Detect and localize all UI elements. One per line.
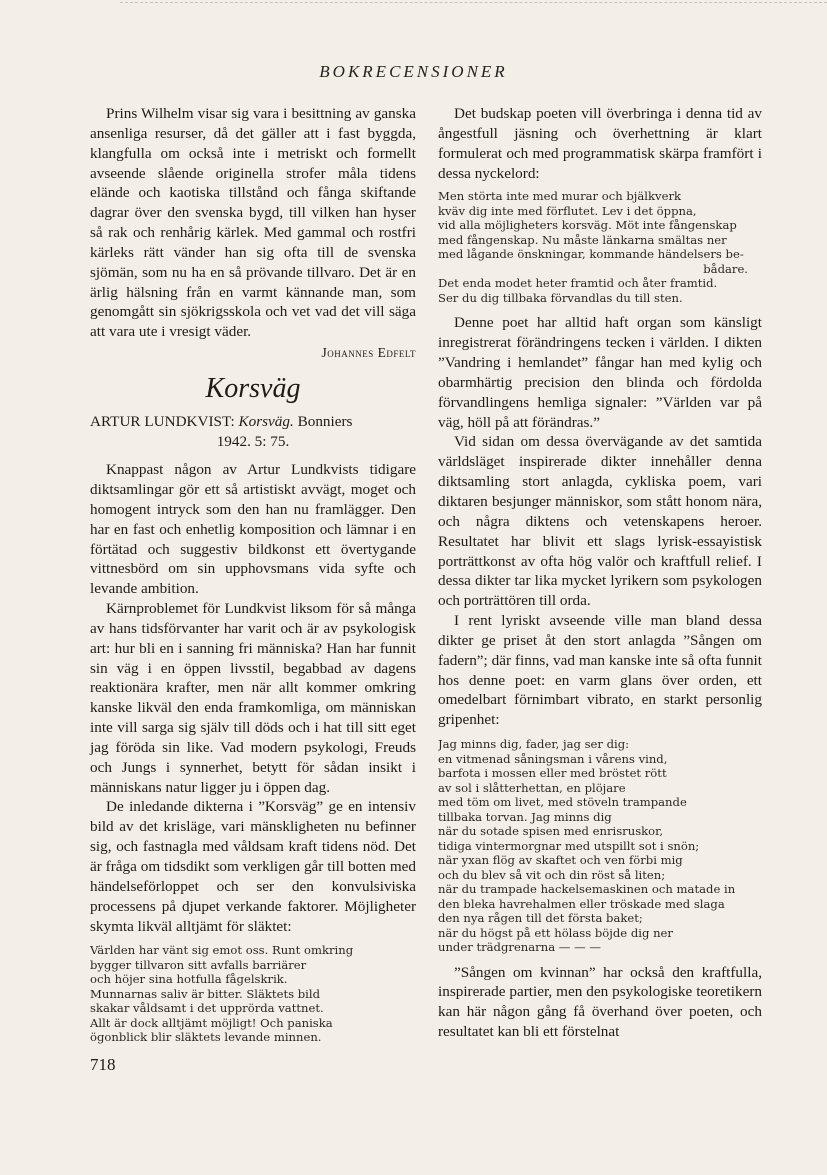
poem-line: skakar våldsamt i det upprörda vattnet. xyxy=(90,1001,324,1016)
biblio-title: Korsväg. xyxy=(238,413,294,431)
poem-line: och du blev så vit och din röst så liten; xyxy=(438,867,666,882)
poem-line: Världen har vänt sig emot oss. Runt omkring xyxy=(90,943,354,958)
body-paragraph: Denne poet har alltid haft organ som känsligt inregistrerat förändringens tecken i världen. I dikten ”Vandring i hemlandet” fångar han med kylig och obarmhärtig precision den blinda och fördolda förvandlingens hemliga signaler: ”Världen var på väg, höll på att förändras.” xyxy=(438,314,762,431)
poem-line: barfota i mossen eller med bröstet rött xyxy=(438,766,667,781)
poem-line: med fångenskap. Nu måste länkarna smältas ner xyxy=(438,232,727,247)
poem-line: Jag minns dig, fader, jag ser dig: xyxy=(438,737,630,752)
poem-line: Munnarnas saliv är bitter. Släktets bild xyxy=(90,986,321,1001)
poem-line: den bleka havrehalmen eller tröskade med slaga xyxy=(438,896,725,911)
body-paragraph: Vid sidan om dessa övervägande av det samtida världsläget inspirerade dikter innehåller denna diktsamling stort anlagda, cykliska poem, vari diktaren besjunger människor, som stått honom nära, och några diktens och vetenskapens heroer. Resultatet har blivit ett slags lyrisk-essayistisk porträttkonst av ofta hög valör och kraftfull relief. I dessa dikter tar lika mycket lyrikern som psykologen och porträttören till orda. xyxy=(438,433,762,610)
review-paragraph: Prins Wilhelm visar sig vara i besittning av ganska ansenliga resurser, då det gäller att i fast byggda, klangfulla om också inte i metriskt och formellt avseende slående originella strofer måla tidens elände och kaotiska tillstånd och fånga skiftande dagrar över den svenska bygd, till vilken han hyser så rak och renhårig kärlek. Med gammal och rostfri kärleks rätt vänder han sig ofta till de svenska sjömän, som nu ha en så prövande tillvaro. Det är en ärlig hälsning från en varmt kännande man, som genomgått sin sjökrigsskola och vet vad det vill säga att vara ute i vresigt väder. xyxy=(90,105,416,341)
poem-line: under trädgrenarna — — — xyxy=(438,940,601,955)
poem-quote xyxy=(90,943,416,1045)
poem-line: en vitmenad såningsman i vårens vind, xyxy=(438,751,668,766)
poem-line: med töm om livet, med stöveln trampande xyxy=(438,795,687,810)
right-column xyxy=(438,104,762,1042)
running-head: BOKRECENSIONER xyxy=(319,62,508,81)
poem-line: Det enda modet heter framtid och åter framtid. xyxy=(438,276,718,291)
poem-quote xyxy=(438,189,762,305)
biblio-publisher: Bonniers xyxy=(297,413,353,431)
poem-line: den nya rågen till det första baket; xyxy=(438,911,643,926)
body-paragraph: Det budskap poeten vill överbringa i denna tid av ångestfull jäsning och överhettning är klart formulerat och med programmatisk skärpa framfört i dessa nyckelord: xyxy=(438,105,762,182)
poem-line: kväv dig inte med förflutet. Lev i det öppna, xyxy=(438,203,697,218)
body-paragraph: ”Sången om kvinnan” har också den kraftfulla, inspirerade partier, men den psykologiske teoretikern kan här någon gång få överhand över poeten, och resultatet kan bli ett förstelnat xyxy=(438,963,762,1041)
poem-line: och höjer sina hotfulla fågelskrik. xyxy=(90,972,288,987)
poem-line: av sol i slåtterhettan, en plöjare xyxy=(438,780,626,795)
body-paragraph: Kärnproblemet för Lundkvist liksom för så många av hans tidsförvanter har varit och är av psykologisk art: hur bli en i sanning fri människa? Han har funnit sin väg i en öppen livsstil, begabbad av dagens reaktionära krafter, men när allt kommer omkring kanske likväl den enda framkomliga, om människan inte vill sarga sig själv till döds och i hat till sitt eget jag föröda sin like. Vad modern psykologi, Freuds och Jungs i synnerhet, betytt för sådan insikt i människans natur ligger ju i öppen dag. xyxy=(90,600,416,796)
page-number: 718 xyxy=(90,1055,116,1074)
poem-line: bådare. xyxy=(703,261,748,276)
poem-line: bygger tillvaron sitt avfalls barriärer xyxy=(90,957,307,972)
biblio-year-price: 1942. 5: 75. xyxy=(216,432,290,450)
left-column xyxy=(90,104,416,1053)
reviewer-signature: Johannes Edfelt xyxy=(321,345,416,361)
poem-line: när du högst på ett hölass böjde dig ner xyxy=(438,925,673,940)
poem-line: Men störta inte med murar och bjälkverk xyxy=(438,189,682,204)
poem-line: tillbaka torvan. Jag minns dig xyxy=(438,809,612,824)
body-paragraph: I rent lyriskt avseende ville man bland dessa dikter ge priset åt den stort anlagda ”Sången om fadern”; där finns, vad man kanske inte så ofta funnit hos denne poet: en varm glans över orden, ett omedelbart förnimbart vibrato, en starkt personlig gripenhet: xyxy=(438,612,762,729)
poem-line: när yxan flög av skaftet och ven förbi mig xyxy=(438,853,683,868)
poem-line: Allt är dock alltjämt möjligt! Och paniska xyxy=(90,1015,333,1030)
top-edge-rule xyxy=(120,2,827,3)
poem-line: när du trampade hackelsemaskinen och matade in xyxy=(438,882,736,897)
biblio-author: ARTUR LUNDKVIST: xyxy=(90,413,235,431)
poem-line: Ser du dig tillbaka förvandlas du till sten. xyxy=(438,290,683,305)
body-paragraph: De inledande dikterna i ”Korsväg” ge en intensiv bild av det krisläge, vari mänskligheten nu befinner sig, och fastnagla med våldsam kraft tidens nöd. Det är fråga om tidsdikt som verkligen går till botten med händelseförloppet och ser den konvulsiviska processens på djupet verkande faktorer. Möjligheter skymta likväl alltjämt för släktet: xyxy=(90,798,416,935)
poem-line: tidiga vintermorgnar med utspillt sot i snön; xyxy=(438,838,700,853)
poem-line: med lågande önskningar, kommande händelsers be- xyxy=(438,247,744,262)
poem-quote xyxy=(438,737,762,955)
poem-line: när du sotade spisen med enrisruskor, xyxy=(438,824,664,839)
bibliographic-entry xyxy=(90,412,416,451)
poem-line: ögonblick blir släktets levande minnen. xyxy=(90,1030,322,1045)
body-paragraph: Knappast någon av Artur Lundkvists tidigare diktsamlingar gör ett så artistiskt avvägt, moget och homogent intryck som den han nu framlägger. Den har en fast och enhetlig komposition och lämnar i en förtätad och suggestiv bildkonst ett övertygande vittnesbörd om sin upphovsmans vida syfte och levande ambition. xyxy=(90,461,416,598)
review-heading: Korsväg xyxy=(205,373,301,405)
poem-line: vid alla möjligheters korsväg. Möt inte fångenskap xyxy=(438,218,737,233)
